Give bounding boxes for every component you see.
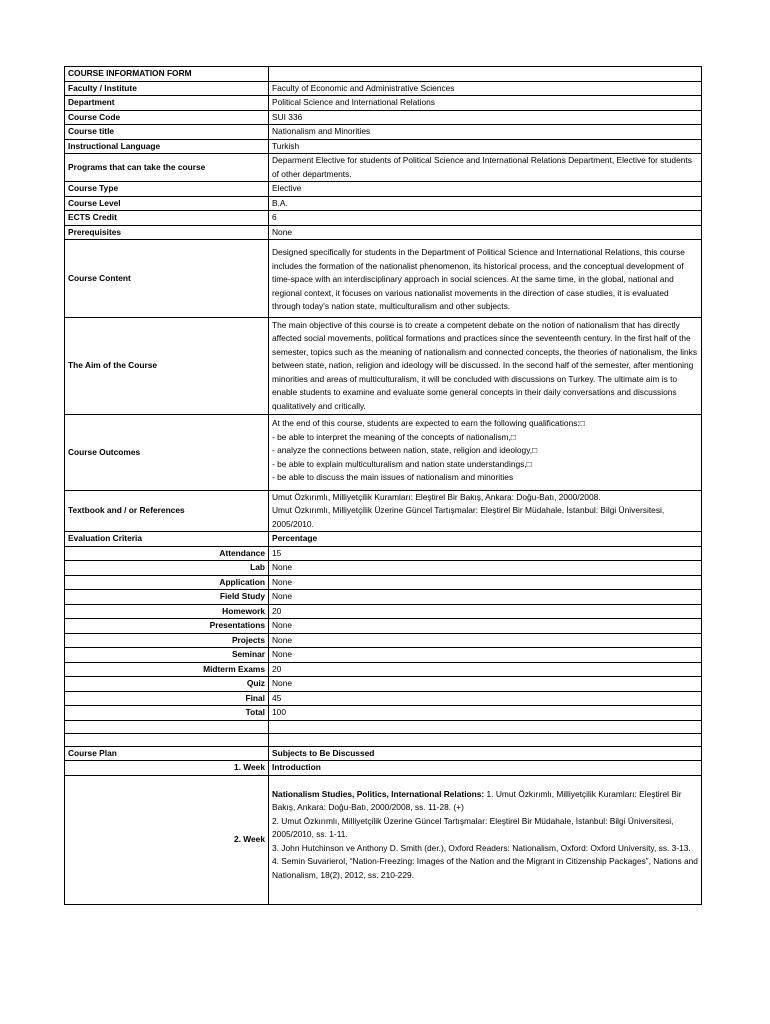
value-faculty: Faculty of Economic and Administrative Sciences — [269, 81, 702, 96]
label-week-1: 1. Week — [65, 761, 269, 776]
value-language: Turkish — [269, 139, 702, 154]
label-prerequisites: Prerequisites — [65, 225, 269, 240]
value-textbook — [269, 490, 702, 532]
eval-row — [65, 561, 702, 576]
eval-value: None — [269, 619, 702, 634]
row-programs — [65, 154, 702, 182]
label-programs: Programs that can take the course — [65, 154, 269, 182]
row-evaluation-header — [65, 532, 702, 547]
eval-label: Application — [65, 575, 269, 590]
blank-cell — [65, 733, 269, 746]
textbook-line: Umut Özkırımlı, Milliyetçilik Kuramları: Eleştirel Bir Bakış, Ankara: Doğu-Batı, 2000/2008. — [272, 491, 601, 502]
evaluation-percentage-header: Percentage — [269, 532, 702, 547]
eval-value: 45 — [269, 691, 702, 706]
row-ects — [65, 211, 702, 226]
label-department: Department — [65, 96, 269, 111]
eval-value: None — [269, 677, 702, 692]
outcome-line: - be able to discuss the main issues of nationalism and minorities — [272, 472, 514, 482]
eval-label: Total — [65, 706, 269, 721]
label-faculty: Faculty / Institute — [65, 81, 269, 96]
label-textbook: Textbook and / or References — [65, 490, 269, 532]
eval-value: None — [269, 561, 702, 576]
eval-row — [65, 691, 702, 706]
label-language: Instructional Language — [65, 139, 269, 154]
value-course-type: Elective — [269, 182, 702, 197]
outcome-line: - analyze the connections between nation, state, religion and ideology,□ — [272, 445, 538, 455]
outcome-line: At the end of this course, students are expected to earn the following qualifications:□ — [272, 418, 585, 428]
eval-label: Seminar — [65, 648, 269, 663]
value-ects: 6 — [269, 211, 702, 226]
eval-row — [65, 633, 702, 648]
row-course-title — [65, 125, 702, 140]
value-course-content: Designed specifically for students in the Department of Political Science and International Relations, this course includes the formation of the nationalist phenomenon, its historical process, and the conceptual development of time-space with an interdisciplinary approach in social sciences. At the same time, in the global, national and regional context, it focuses on various nationalist movements in the direction of case studies, it is evaluated through today's nation state, multiculturalism and other subjects. — [269, 240, 702, 318]
form-header-empty — [269, 67, 702, 82]
eval-row — [65, 619, 702, 634]
week-2-item: 4. Semin Suvarierol, “Nation-Freezing: Images of the Nation and the Migrant in Citizenship Packages”, Nations and Nationalism, 18(2), 2012, ss. 210-229. — [272, 856, 698, 880]
value-week-2 — [269, 775, 702, 905]
eval-value: None — [269, 633, 702, 648]
value-course-title: Nationalism and Minorities — [269, 125, 702, 140]
row-outcomes — [65, 415, 702, 491]
label-outcomes: Course Outcomes — [65, 415, 269, 491]
eval-label: Presentations — [65, 619, 269, 634]
label-week-2: 2. Week — [65, 775, 269, 905]
blank-cell — [269, 720, 702, 733]
row-faculty — [65, 81, 702, 96]
week-2-item: 2. Umut Özkırımlı, Milliyetçilik Üzerine Güncel Tartışmalar: Eleştirel Bir Müdahale, İstanbul: Bilgi Üniversitesi, 2005/2010, ss. 1-11. — [272, 815, 674, 839]
textbook-line: Umut Özkırımlı, Milliyetçilik Üzerine Güncel Tartışmalar: Eleştirel Bir Müdahale, İstanbul: Bilgi Üniversitesi, 2005/2010. — [272, 505, 665, 529]
label-course-content: Course Content — [65, 240, 269, 318]
row-week-2 — [65, 775, 702, 905]
label-course-type: Course Type — [65, 182, 269, 197]
week-2-item: 3. John Hutchinson ve Anthony D. Smith (der.), Oxford Readers: Nationalism, Oxford: Oxford University, ss. 3-13. — [272, 842, 691, 853]
row-course-plan — [65, 746, 702, 761]
row-course-level — [65, 196, 702, 211]
value-aim: The main objective of this course is to create a competent debate on the notion of nationalism that has directly affected social movements, political formations and practices since the seventeenth century. In the first half of the semester, topics such as the meaning of nationalism and connected concepts, the theories of nationalism, the links between state, nation, religion and ideology will be discussed. In the second half of the semester, after mentioning minorities and areas of multiculturalism, it will be concluded with discussions on Turkey. The ultimate aim is to enable students to examine and evaluate some general concepts in their daily conversations and discussions qualitatively and critically. — [269, 317, 702, 415]
row-language — [65, 139, 702, 154]
week-2-first-reference: 1. Umut Özkırımlı, Milliyetçilik Kuramları: Eleştirel Bir Bakış, Ankara: Doğu-Batı, 2000/2008, ss. 11-28. (+) — [272, 788, 682, 812]
eval-label: Quiz — [65, 677, 269, 692]
value-week-1: Introduction — [269, 761, 702, 776]
plan-subjects-header: Subjects to Be Discussed — [269, 746, 702, 761]
value-programs: Deparment Elective for students of Political Science and International Relations Department, Elective for students of other departments. — [269, 154, 702, 182]
header-row — [65, 67, 702, 82]
value-course-level: B.A. — [269, 196, 702, 211]
eval-label: Midterm Exams — [65, 662, 269, 677]
blank-row — [65, 720, 702, 733]
label-course-plan: Course Plan — [65, 746, 269, 761]
row-week-1 — [65, 761, 702, 776]
eval-row — [65, 662, 702, 677]
outcome-line: - be able to interpret the meaning of the concepts of nationalism,□ — [272, 431, 516, 442]
label-aim: The Aim of the Course — [65, 317, 269, 415]
blank-row — [65, 733, 702, 746]
form-header: COURSE INFORMATION FORM — [65, 67, 269, 82]
eval-label: Final — [65, 691, 269, 706]
eval-row — [65, 604, 702, 619]
value-department: Political Science and International Relations — [269, 96, 702, 111]
eval-value: 100 — [269, 706, 702, 721]
eval-label: Attendance — [65, 546, 269, 561]
row-textbook — [65, 490, 702, 532]
eval-label: Homework — [65, 604, 269, 619]
eval-label: Lab — [65, 561, 269, 576]
eval-value: None — [269, 575, 702, 590]
label-course-level: Course Level — [65, 196, 269, 211]
eval-row — [65, 648, 702, 663]
eval-value: 20 — [269, 604, 702, 619]
blank-cell — [269, 733, 702, 746]
row-department — [65, 96, 702, 111]
eval-row — [65, 575, 702, 590]
eval-row — [65, 706, 702, 721]
blank-cell — [65, 720, 269, 733]
value-prerequisites: None — [269, 225, 702, 240]
label-course-code: Course Code — [65, 110, 269, 125]
label-course-title: Course title — [65, 125, 269, 140]
row-prerequisites — [65, 225, 702, 240]
eval-value: 15 — [269, 546, 702, 561]
value-outcomes — [269, 415, 702, 491]
eval-row — [65, 590, 702, 605]
eval-row — [65, 546, 702, 561]
eval-label: Field Study — [65, 590, 269, 605]
row-course-content — [65, 240, 702, 318]
eval-value: None — [269, 590, 702, 605]
row-course-code — [65, 110, 702, 125]
value-course-code: SUI 336 — [269, 110, 702, 125]
row-course-type — [65, 182, 702, 197]
week-2-first-item — [272, 788, 698, 815]
eval-value: 20 — [269, 662, 702, 677]
eval-value: None — [269, 648, 702, 663]
eval-label: Projects — [65, 633, 269, 648]
eval-row — [65, 677, 702, 692]
course-information-table — [64, 66, 702, 905]
label-ects: ECTS Credit — [65, 211, 269, 226]
label-evaluation: Evaluation Criteria — [65, 532, 269, 547]
row-aim — [65, 317, 702, 415]
outcome-line: - be able to explain multiculturalism and nation state understandings,□ — [272, 458, 532, 469]
week-2-title: Nationalism Studies, Politics, International Relations: — [272, 788, 485, 799]
